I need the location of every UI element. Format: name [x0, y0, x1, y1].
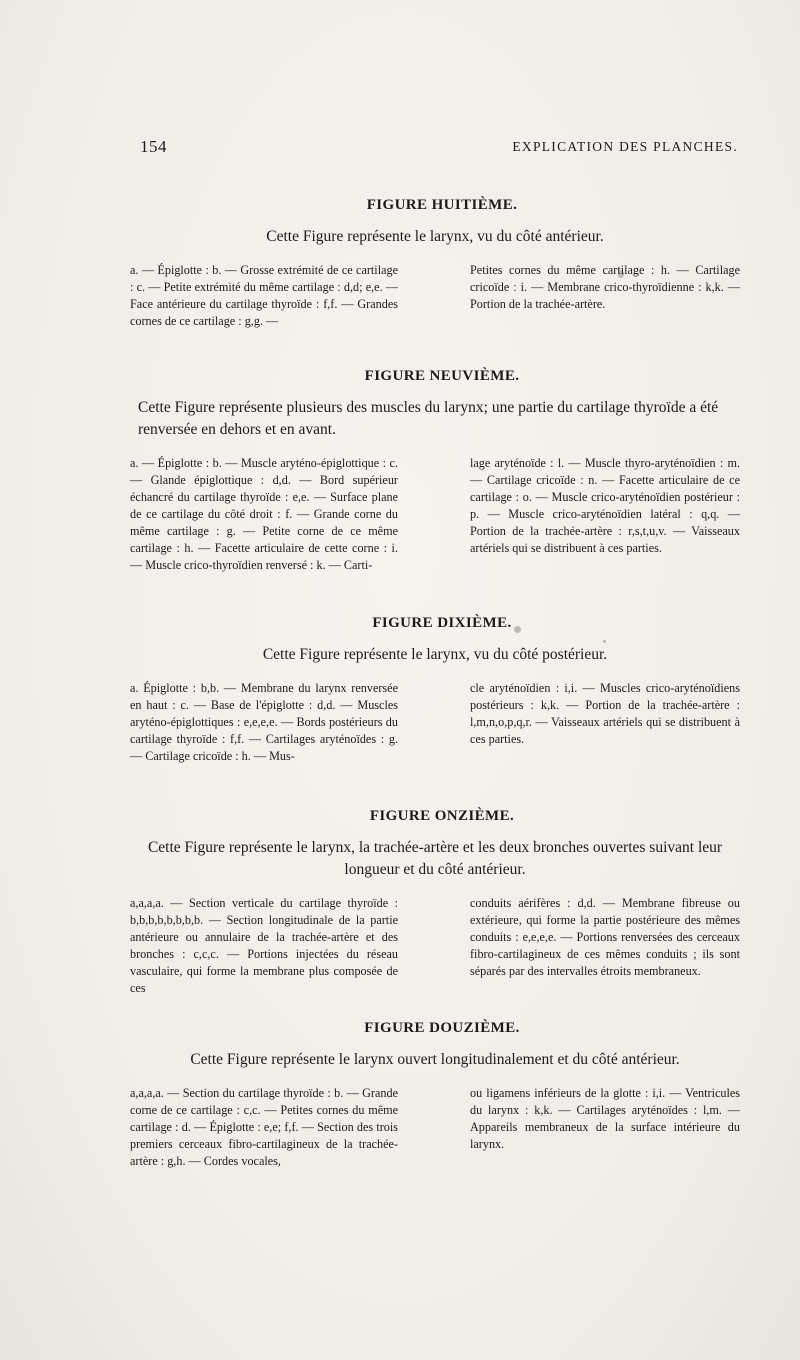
figure-11-legend-right: conduits aérifères : d,d. — Membrane fibreuse ou extérieure, qui forme la partie postérieure des mêmes conduits : e,e,e,e. — Portions renversées des cerceaux fibro-cartilagineux de ces mêmes conduits ; ils sont séparés par des intervalles étroits membraneux. [470, 896, 740, 978]
figure-11-section [130, 808, 740, 997]
figure-9-title: FIGURE NEUVIÈME. [364, 368, 520, 384]
figure-12-legend-left: a,a,a,a. — Section du cartilage thyroïde : b. — Grande corne de ce cartilage : c,c. — Petites cornes du même cartilage : d. — Épiglotte : e,e; f,f. — Section des trois premiers cerceaux fibro-cartilagineux de la trachée-artère : g,h. — Cordes vocales, [130, 1086, 398, 1168]
figure-9-legend-right: lage aryténoïde : l. — Muscle thyro-aryténoïdien : m. — Cartilage cricoïde : n. — Facette articulaire de ce cartilage : o. — Muscle crico-aryténoïdien postérieur : p. — Muscle crico-aryténoïdien latéral : q,q. — Portion de la trachée-artère : r,s,t,u,v. — Vaisseaux artériels qui se distribuent à ces parties. [470, 456, 740, 555]
figure-10-section [130, 615, 740, 765]
ink-spot [603, 640, 606, 643]
figure-9-legend [130, 455, 740, 574]
figure-12-legend [130, 1085, 740, 1170]
figure-8-caption: Cette Figure représente le larynx, vu du côté antérieur. [266, 228, 604, 245]
figure-8-title: FIGURE HUITIÈME. [366, 197, 518, 213]
figure-11-legend [130, 895, 740, 997]
figure-8-section [130, 197, 740, 330]
figure-8-legend [130, 262, 740, 330]
figure-12-title: FIGURE DOUZIÈME. [364, 1020, 520, 1036]
figure-12-caption: Cette Figure représente le larynx ouvert longitudinalement et du côté antérieur. [190, 1051, 680, 1068]
figure-9-legend-left: a. — Épiglotte : b. — Muscle aryténo-épiglottique : c. — Glande épiglottique : d,d. — Bord supérieur échancré du cartilage thyroïde : e,e. — Surface plane de ce cartilage du côté droit : f. — Grande corne du même cartilage : g. — Petite corne de ce même cartilage : h. — Facette articulaire de cette corne : i. — Muscle crico-thyroïdien renversé : k. — Carti- [130, 456, 398, 572]
figure-10-legend [130, 680, 740, 765]
running-title: EXPLICATION DES PLANCHES. [512, 139, 738, 154]
figure-11-title: FIGURE ONZIÈME. [369, 808, 515, 824]
figure-10-title: FIGURE DIXIÈME. [372, 615, 512, 631]
figure-10-caption: Cette Figure représente le larynx, vu du côté postérieur. [262, 646, 608, 663]
figure-8-legend-right: Petites cornes du même cartilage : h. — Cartilage cricoïde : i. — Membrane crico-thyroïdienne : k,k. — Portion de la trachée-artère. [470, 263, 740, 311]
figure-10-legend-right: cle aryténoïdien : i,i. — Muscles crico-aryténoïdiens postérieurs : k,k. — Portion de la trachée-artère : l,m,n,o,p,q,r. — Vaisseaux artériels qui se distribuent à ces parties. [470, 681, 740, 746]
page-number: 154 [140, 137, 167, 156]
figure-11-caption: Cette Figure représente le larynx, la trachée-artère et les deux bronches ouvertes suivant leur longueur et du côté antérieur. [147, 839, 723, 878]
ink-spot [618, 270, 624, 278]
figure-8-legend-left: a. — Épiglotte : b. — Grosse extrémité de ce cartilage : c. — Petite extrémité du même cartilage : d,d; e,e. — Face antérieure du cartilage thyroïde : f,f. — Grandes cornes de ce cartilage : g,g. — [130, 263, 398, 328]
ink-spot [514, 626, 521, 633]
figure-9-section [130, 368, 740, 574]
figure-10-legend-left: a. Épiglotte : b,b. — Membrane du larynx renversée en haut : c. — Base de l'épiglotte : d,d. — Muscles aryténo-épiglottiques : e,e,e,e. — Bords postérieurs du cartilage thyroïde : f,f. — Cartilages aryténoïdes : g. — Cartilage cricoïde : h. — Mus- [130, 681, 398, 763]
figure-9-caption: Cette Figure représente plusieurs des muscles du larynx; une partie du cartilage thyroïde a été renversée en dehors et en avant. [138, 399, 719, 438]
figure-12-section [130, 1020, 740, 1170]
figure-12-legend-right: ou ligamens inférieurs de la glotte : i,i. — Ventricules du larynx : k,k. — Cartilages aryténoïdes : l,m. — Appareils membraneux de la surface intérieure du larynx. [470, 1086, 740, 1151]
figure-11-legend-left: a,a,a,a. — Section verticale du cartilage thyroïde : b,b,b,b,b,b,b,b. — Section longitudinale de la partie antérieure ou annulaire de la trachée-artère et des bronches : c,c,c. — Portions injectées du réseau vasculaire, qui forme la membrane plus composée de ces [130, 896, 398, 995]
page-header [140, 137, 738, 157]
